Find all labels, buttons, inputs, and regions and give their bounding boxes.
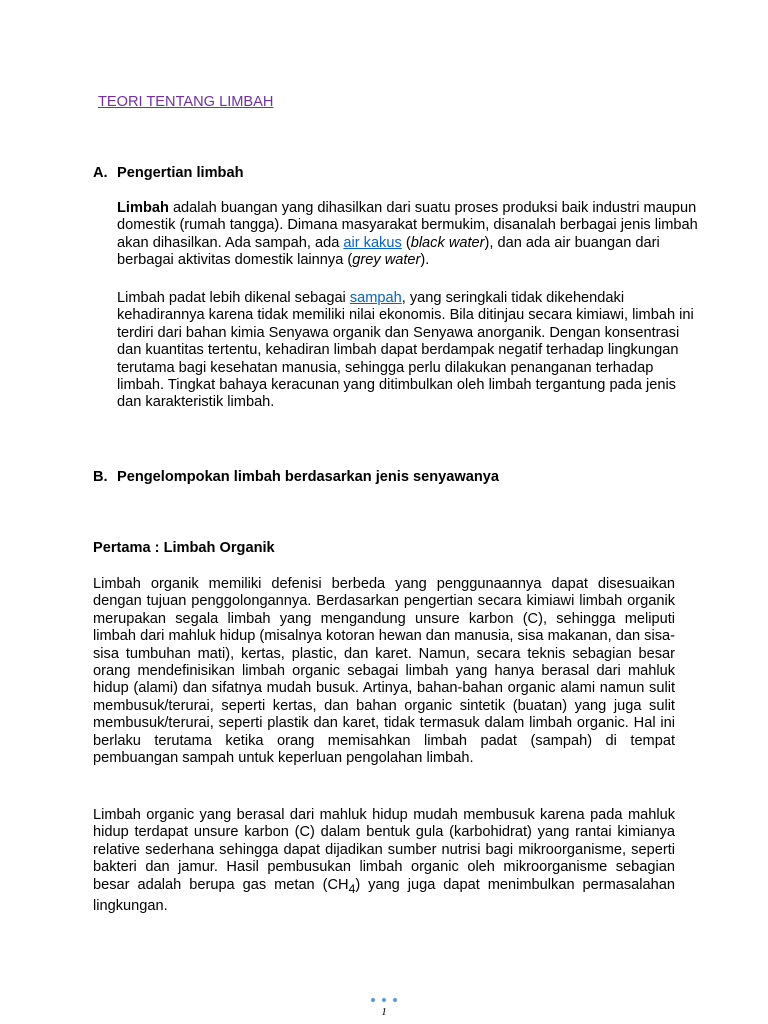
grey-water-italic: grey water — [352, 252, 421, 269]
section-a-heading — [93, 165, 244, 182]
subheading-limbah-organik: Pertama : Limbah Organik — [93, 540, 275, 556]
paragraph-pembusukan — [93, 807, 675, 915]
section-b-number: B. — [93, 469, 108, 485]
paragraph-text: ) yang juga dapat menimbulkan permasalahan lingkungan. — [93, 876, 676, 914]
section-b-heading — [93, 469, 499, 486]
paragraph-text: Limbah padat lebih dikenal sebagai — [117, 290, 350, 306]
sampah-link[interactable]: sampah — [349, 290, 402, 306]
paragraph-text: ), dan ada air buangan dari berbagai aktivitas domestik lainnya ( — [117, 234, 660, 269]
black-water-italic: black water — [410, 234, 485, 251]
document-title: TEORI TENTANG LIMBAH — [98, 94, 274, 110]
paragraph-text: ( — [401, 234, 411, 251]
page-decoration-dots — [371, 998, 397, 1004]
subscript-4: 4 — [348, 881, 356, 896]
air-kakus-link[interactable]: air kakus — [343, 234, 402, 251]
paragraph-limbah-padat — [93, 290, 703, 412]
paragraph-text: , yang seringkali tidak dikehendaki kehadirannya karena tidak memiliki nilai ekonomis. Bila ditinjau secara kimiawi, limbah ini terdiri dari bahan kimia Senyawa organik dan Senyawa anorganik. Dengan konsentrasi dan kuantitas tertentu, kehadiran limbah dapat berdampak negatif terhadap lingkungan terutama bagi kesehatan manusia, sehingga perlu dilakukan penanganan terhadap limbah. Tingkat bahaya keracunan yang ditimbulkan oleh limbah tergantung pada jenis dan karakteristik limbah. — [117, 290, 694, 411]
section-b-heading-text: Pengelompokan limbah berdasarkan jenis senyawanya — [117, 469, 500, 485]
page-number: 1 — [381, 1006, 387, 1018]
paragraph-limbah-organik: Limbah organik memiliki defenisi berbeda yang penggunaannya dapat disesuaikan dengan tujuan penggolongannya. Berdasarkan pengertian secara kimiawi limbah organik merupakan segala limbah yang mengandung unsure karbon (C), sehingga meliputi limbah dari mahluk hidup (misalnya kotoran hewan dan manusia, sisa makanan, dan sisa-sisa tumbuhan mati), kertas, plastic, dan karet. Namun, secara teknis sebagian besar orang mendefinisikan limbah organic sebagai limbah yang hanya berasal dari mahluk hidup (alami) dan sifatnya mudah busuk. Artinya, bahan-bahan organic alami namun sulit membusuk/terurai, seperti kertas, dan bahan organic sintetik (buatan) yang juga sulit membusuk/terurai, seperti plastik dan karet, tidak termasuk dalam limbah organic. Hal ini berlaku terutama ketika orang memisahkan limbah padat (sampah) di tempat pembuangan sampah untuk keperluan pengolahan limbah. — [93, 576, 675, 767]
section-a-heading-text: Pengertian limbah — [117, 165, 244, 181]
paragraph-limbah-definition — [93, 200, 703, 270]
paragraph-text: ). — [420, 252, 430, 269]
limbah-bold-term: Limbah — [117, 200, 169, 216]
paragraph-text: adalah buangan yang dihasilkan dari suatu proses produksi baik industri maupun domestik (rumah tangga). Dimana masyarakat bermukim, disanalah berbagai jenis limbah akan dihasilkan. Ada sampah, ada — [117, 200, 698, 251]
section-a-number: A. — [93, 165, 108, 181]
paragraph-text: Limbah organic yang berasal dari mahluk hidup mudah membusuk karena pada mahluk hidup terdapat unsure karbon (C) dalam bentuk gula (karbohidrat) yang rantai kimianya relative sederhana sehingga dapat dijadikan sumber nutrisi bagi mikroorganisme, seperti bakteri dan jamur. Hasil pembusukan limbah organic oleh mikroorganisme sebagian besar adalah berupa gas metan (CH — [93, 807, 675, 893]
